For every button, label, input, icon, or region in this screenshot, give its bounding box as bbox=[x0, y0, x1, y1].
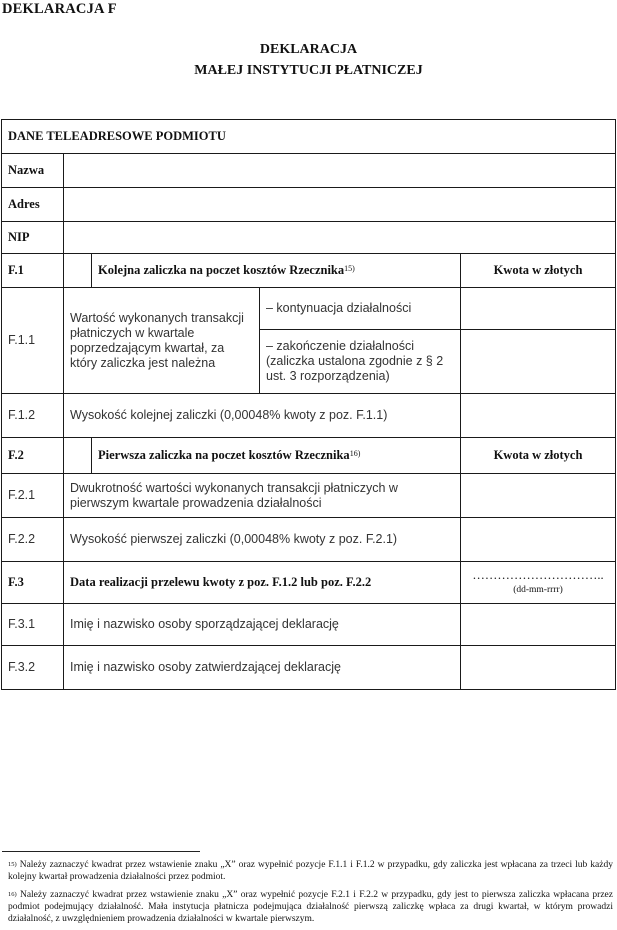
f21-amount-field[interactable] bbox=[461, 474, 616, 518]
f22-amount-field[interactable] bbox=[461, 518, 616, 562]
f1-title: Kolejna zaliczka na poczet kosztów Rzecznika$^{15)}$ bbox=[92, 254, 461, 288]
f32-description: Imię i nazwisko osoby zatwierdzającej deklarację bbox=[64, 646, 461, 690]
f12-amount-field[interactable] bbox=[461, 394, 616, 438]
f21-code: F.2.1 bbox=[2, 474, 64, 518]
date-format-hint: (dd-mm-rrrr) bbox=[513, 584, 563, 595]
nip-label: NIP bbox=[2, 222, 64, 254]
footnote-16: $^{16)}$ Należy zaznaczyć kwadrat przez wstawienie znaku „X” oraz wypełnić pozycje F.2.1 i F.2.2 w przypadku, gdy jest to pierwsza zaliczka wpłacana przez podmiot podejmujący działalność. Mała instytucja płatnicza podejmująca działalność pierwszą zaliczkę wpłaca za drugi kwartał, w którym prowadzi działalność, z uwzględnieniem prowadzenia działalności w kwartale pierwszym. bbox=[8, 890, 613, 924]
f3-title: Data realizacji przelewu kwoty z poz. F.1.2 lub poz. F.2.2 bbox=[64, 562, 461, 604]
f31-description: Imię i nazwisko osoby sporządzającej deklarację bbox=[64, 604, 461, 646]
f12-code: F.1.2 bbox=[2, 394, 64, 438]
section-header: DANE TELEADRESOWE PODMIOTU bbox=[2, 120, 616, 154]
page-subtitle: MAŁEJ INSTYTUCJI PŁATNICZEJ bbox=[194, 63, 423, 78]
f31-code: F.3.1 bbox=[2, 604, 64, 646]
f2-title: Pierwsza zaliczka na poczet kosztów Rzecznika$^{16)}$ bbox=[92, 438, 461, 474]
f21-description: Dwukrotność wartości wykonanych transakcji płatniczych w pierwszym kwartale prowadzenia działalności bbox=[64, 474, 461, 518]
f32-code: F.3.2 bbox=[2, 646, 64, 690]
footnote-15: $^{15)}$ Należy zaznaczyć kwadrat przez wstawienie znaku „X” oraz wypełnić pozycje F.1.1 i F.1.2 w przypadku, gdy zaliczka jest wpłacana za trzeci lub każdy kolejny kwartał prowadzenia działalności przez podmiot. bbox=[8, 860, 613, 882]
f2-code: F.2 bbox=[2, 438, 64, 474]
name-field[interactable] bbox=[64, 154, 616, 188]
f22-code: F.2.2 bbox=[2, 518, 64, 562]
address-field[interactable] bbox=[64, 188, 616, 222]
f1-amount-header: Kwota w złotych bbox=[461, 254, 616, 288]
footnote-separator bbox=[2, 851, 200, 852]
f11-description: Wartość wykonanych transakcji płatniczych w kwartale poprzedzającym kwartał, za który zaliczka jest należna bbox=[64, 288, 260, 394]
f31-name-field[interactable] bbox=[461, 604, 616, 646]
f32-name-field[interactable] bbox=[461, 646, 616, 690]
f11-termination-amount-field[interactable] bbox=[461, 330, 616, 394]
declaration-form-table bbox=[1, 119, 616, 690]
f3-date-field[interactable] bbox=[461, 562, 616, 604]
f12-description: Wysokość kolejnej zaliczki (0,00048% kwoty z poz. F.1.1) bbox=[64, 394, 461, 438]
f11-option-continuation: – kontynuacja działalności bbox=[260, 288, 461, 330]
f22-description: Wysokość pierwszej zaliczki (0,00048% kwoty z poz. F.2.1) bbox=[64, 518, 461, 562]
page-title: DEKLARACJA bbox=[259, 42, 358, 57]
document-label: DEKLARACJA F bbox=[2, 1, 117, 17]
f1-code: F.1 bbox=[2, 254, 64, 288]
f3-code: F.3 bbox=[2, 562, 64, 604]
address-label: Adres bbox=[2, 188, 64, 222]
f11-code: F.1.1 bbox=[2, 288, 64, 394]
f2-checkbox[interactable] bbox=[64, 438, 92, 474]
f1-checkbox[interactable] bbox=[64, 254, 92, 288]
date-dots: ………………………….. bbox=[472, 567, 604, 582]
f11-option-termination: – zakończenie działalności (zaliczka ustalona zgodnie z § 2 ust. 3 rozporządzenia) bbox=[260, 330, 461, 394]
f2-amount-header: Kwota w złotych bbox=[461, 438, 616, 474]
f11-continuation-amount-field[interactable] bbox=[461, 288, 616, 330]
nip-field[interactable] bbox=[64, 222, 616, 254]
name-label: Nazwa bbox=[2, 154, 64, 188]
